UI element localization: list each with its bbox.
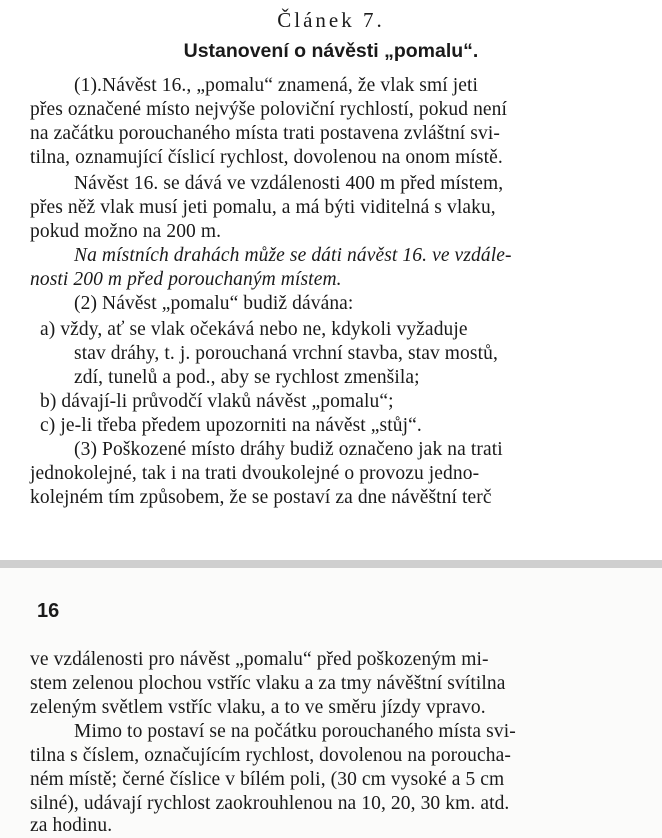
text-line: zdí, tunelů a pod., aby se rychlost zmenšila; xyxy=(74,367,420,388)
text-line: přes něž vlak musí jeti pomalu, a má býti viditelná s vlaku, xyxy=(30,197,496,218)
text-line: ve vzdálenosti pro návěst „pomalu“ před poškozeným mi- xyxy=(30,649,489,670)
page-separator xyxy=(0,560,662,568)
text-line: jednokolejné, tak i na trati dvoukolejné o provozu jedno- xyxy=(30,463,480,484)
text-line: na začátku porouchaného místa trati postavena zvláštní svi- xyxy=(30,123,500,144)
list-item-b: b) dávají-li průvodčí vlaků návěst „pomalu“; xyxy=(40,391,394,412)
list-item-a: a) vždy, ať se vlak očekává nebo ne, kdykoli vyžaduje xyxy=(40,319,468,340)
text-line: Mimo to postaví se na počátku porouchaného místa svi- xyxy=(74,721,516,742)
text-line: Návěst 16. se dává ve vzdálenosti 400 m před místem, xyxy=(74,173,504,194)
text-line: (1).Návěst 16., „pomalu“ znamená, že vlak smí jeti xyxy=(74,75,479,96)
text-line: kolejném tím způsobem, že se postaví za dne návěštní terč xyxy=(30,487,492,508)
text-line: za hodinu. xyxy=(30,815,113,836)
text-line: stem zelenou plochou vstříc vlaku a za tmy návěštní svítilna xyxy=(30,673,506,694)
text-line: zeleným světlem vstříc vlaku, a to ve směru jízdy vpravo. xyxy=(30,697,486,718)
text-line: (2) Návěst „pomalu“ budiž dávána: xyxy=(74,293,354,314)
text-line: pokud možno na 200 m. xyxy=(30,221,222,242)
text-line: (3) Poškozené místo dráhy budiž označeno jak na trati xyxy=(74,439,503,460)
text-line: ném místě; černé číslice v bílém poli, (30 cm vysoké a 5 cm xyxy=(30,769,505,790)
text-line: přes označené místo nejvýše poloviční rychlostí, pokud není xyxy=(30,99,508,120)
text-line: tilna, oznamující číslicí rychlost, dovolenou na onom místě. xyxy=(30,147,503,168)
list-item-c: c) je-li třeba předem upozorniti na návěst „stůj“. xyxy=(40,415,422,436)
article-heading: Článek 7. xyxy=(277,8,385,32)
text-line: tilna s číslem, označujícím rychlost, dovolenou na porouchа- xyxy=(30,745,511,766)
text-line-italic: nosti 200 m před porouchaným místem. xyxy=(30,269,342,290)
text-line: silné), udávají rychlost zaokrouhlenou na 10, 20, 30 km. atd. xyxy=(30,793,510,814)
text-line-italic: Na místních drahách může se dáti návěst 16. ve vzdále- xyxy=(74,245,512,266)
text-line: stav dráhy, t. j. porouchaná vrchní stavba, stav mostů, xyxy=(74,343,498,364)
article-subheading: Ustanovení o návěsti „pomalu“. xyxy=(183,40,479,62)
page-number: 16 xyxy=(37,600,60,622)
